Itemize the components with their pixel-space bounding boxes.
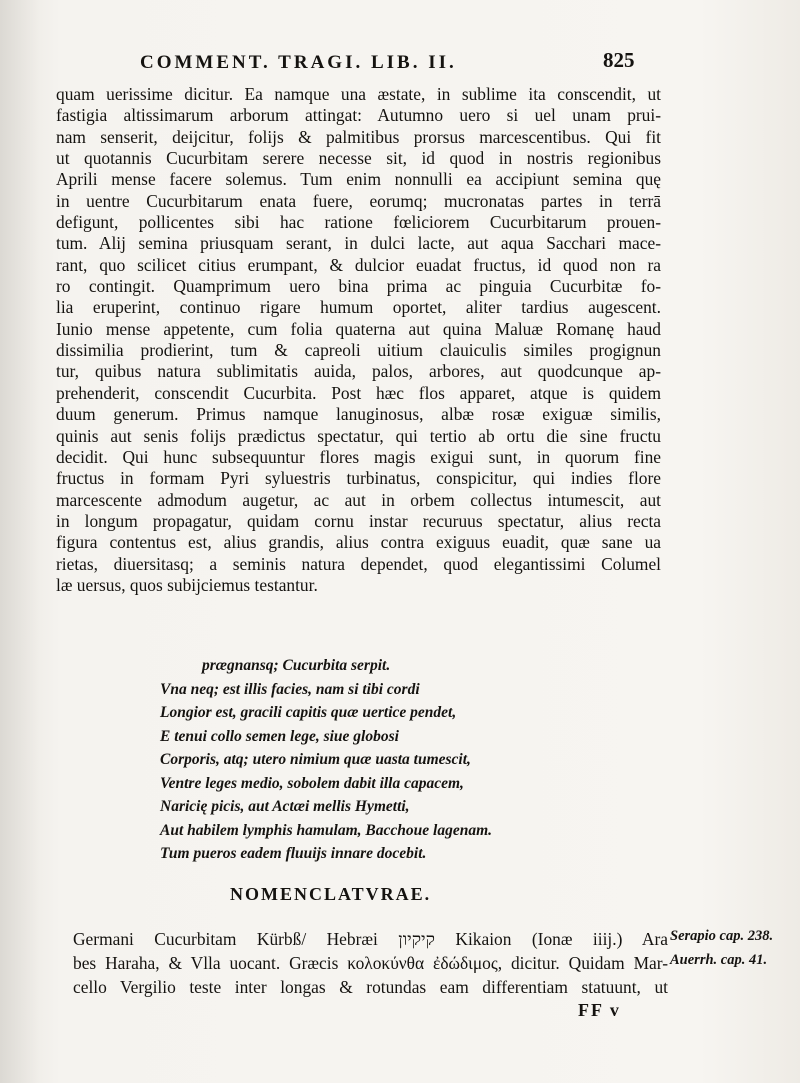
body-line: nam senserit, deijcitur, folijs & palmitibus prorsus marcescentibus. Qui fit [56, 126, 661, 147]
body-line: tum. Alij semina priusquam serant, in dulci lacte, aut aqua Sacchari mace- [56, 233, 661, 254]
margin-references [670, 924, 795, 972]
main-paragraph [56, 84, 661, 596]
body-line: in longum propagatur, quidam cornu instar recuruus spectatur, alius recta [56, 510, 661, 531]
verse-line: Ventre leges medio, sobolem dabit illa capacem, [160, 774, 464, 792]
body-line: quinis aut senis folijs prædictus spectatur, qui tertio ab ortu die sine fructu [56, 425, 661, 446]
verse-line: E tenui collo semen lege, siue globosi [160, 727, 399, 745]
body-line: fastigia altissimarum arborum attingat: Autumno uero si uel unam prui- [56, 105, 661, 126]
verse-line: Aut habilem lymphis hamulam, Bacchoue lagenam. [160, 821, 493, 839]
nomenclature-paragraph [73, 927, 668, 999]
body-line: quam uerissime dicitur. Ea namque una æstate, in sublime ita conscendit, ut [56, 84, 661, 104]
verse-line: Corporis, atq; utero nimium quæ uasta tumescit, [160, 751, 471, 768]
section-heading: NOMENCLATVRAE. [230, 884, 432, 904]
body-line: decidit. Qui hunc subsequuntur flores magis exigui sunt, in quorum fine [56, 446, 661, 467]
body-line: læ uersus, quos subijciemus testantur. [56, 574, 318, 595]
nomenclature-line: Germani Cucurbitam Kürbß/ Hebræi קיקיון Kikaion (Ionæ iiij.) Ara [73, 929, 668, 949]
body-line: marcescente admodum augetur, ac aut in orbem collectus intumescit, aut [56, 489, 661, 510]
verse-line: Tum pueros eadem fluuijs innare docebit. [160, 845, 427, 862]
verse-quotation [160, 654, 580, 866]
margin-ref: Auerrh. cap. 41. [670, 952, 768, 968]
verse-line: Naricię picis, aut Actæi mellis Hymetti, [160, 798, 410, 815]
body-line: rant, quo scilicet citius erumpant, & dulcior euadat fructus, id quod non ra [56, 254, 661, 275]
signature-mark: FF v [578, 1000, 621, 1020]
page-number: 825 [603, 48, 635, 72]
body-line: prehenderit, conscendit Cucurbita. Post hæc flos apparet, atque is quidem [56, 382, 661, 403]
body-line: duum generum. Primus namque lanuginosus, albæ rosæ exiguæ similis, [56, 404, 661, 425]
body-line: ro contingit. Quamprimum uero bina prima ac pinguia Cucurbitæ fo- [56, 276, 661, 297]
page-gutter-shadow [0, 0, 40, 1083]
running-header [0, 48, 800, 82]
body-line: rietas, diuersitasq; a seminis natura dependet, quod elegantissimi Columel [56, 553, 661, 574]
body-line: fructus in formam Pyri syluestris turbinatus, conspicitur, qui indies flore [56, 468, 661, 489]
body-line: lia eruperint, continuo rigare humum oportet, aliter tardius augescent. [56, 297, 661, 318]
body-line: tur, quibus natura sublimitatis auida, palos, arbores, aut quodcunque ap- [56, 361, 661, 382]
body-line: defigunt, pollicentes sibi hac ratione fœliciorem Cucurbitarum prouen- [56, 212, 661, 233]
nomenclature-line: bes Haraha, & Vlla uocant. Græcis κολοκύνθα ἐδώδιμος, dicitur. Quidam Mar- [73, 953, 668, 973]
verse-line: Longior est, gracili capitis quæ uertice pendet, [160, 704, 457, 721]
body-line: Iunio mense appetente, cum folia quaterna aut quina Maluæ Romanę haud [56, 318, 661, 339]
verse-line: prægnansq; Cucurbita serpit. [202, 657, 391, 674]
body-line: ut quotannis Cucurbitam serere necesse sit, id quod in nostris regionibus [56, 148, 661, 169]
nomenclature-line: cello Vergilio teste inter longas & rotundas eam differentiam statuunt, ut [73, 977, 668, 997]
body-line: Aprili mense facere solemus. Tum enim nonnulli ea accipiunt semina quę [56, 169, 661, 190]
body-line: dissimilia prodierint, tum & capreoli uitium clauiculis similes progignun [56, 340, 661, 361]
running-title: COMMENT. TRAGI. LIB. II. [140, 52, 457, 73]
body-line: in uentre Cucurbitarum enata fuere, eorumq; mucronatas partes in terrā [56, 190, 661, 211]
body-line: figura contentus est, alius grandis, alius contra exiguus euadit, quæ sane ua [56, 532, 661, 553]
verse-line: Vna neq; est illis facies, nam si tibi cordi [160, 680, 420, 698]
margin-ref: Serapio cap. 238. [670, 928, 774, 944]
